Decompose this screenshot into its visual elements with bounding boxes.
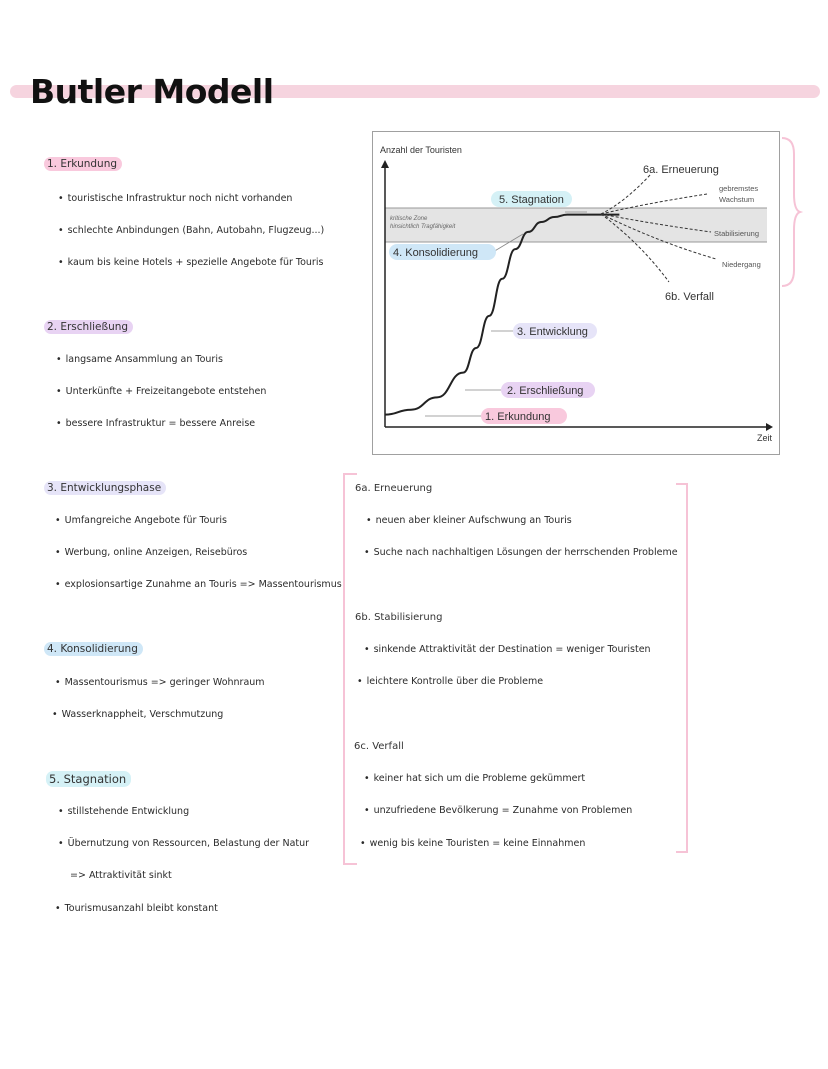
- y-axis-label: Anzahl der Touristen: [380, 145, 462, 155]
- list-item: • explosionsartige Zunahme an Touris => Massentourismus: [55, 579, 342, 590]
- list-item: • neuen aber kleiner Aufschwung an Touris: [366, 515, 572, 526]
- zone-label-2: hinsichtlich Tragfähigkeit: [390, 224, 456, 230]
- label-niedergang: Niedergang: [722, 260, 761, 269]
- list-item: • touristische Infrastruktur noch nicht vorhanden: [58, 193, 293, 204]
- heading-verfall: 6c. Verfall: [354, 741, 404, 752]
- page-title: Butler Modell: [30, 72, 274, 111]
- list-item: • Werbung, online Anzeigen, Reisebüros: [55, 547, 248, 558]
- list-item: • Umfangreiche Angebote für Touris: [55, 515, 227, 526]
- list-item: • leichtere Kontrolle über die Probleme: [357, 676, 544, 687]
- list-item: • keiner hat sich um die Probleme gekümmert: [364, 773, 586, 784]
- list-item: • kaum bis keine Hotels + spezielle Angebote für Touris: [58, 257, 324, 268]
- list-item: • Wasserknappheit, Verschmutzung: [52, 709, 224, 720]
- label-erneuerung: 6a. Erneuerung: [643, 164, 719, 176]
- butler-chart: [372, 131, 780, 455]
- heading-erschliessung: 2. Erschließung: [44, 320, 133, 334]
- x-axis-label: Zeit: [757, 433, 773, 443]
- list-item: • Tourismusanzahl bleibt konstant: [55, 903, 218, 914]
- zone-label-1: kritische Zone: [390, 216, 428, 222]
- label-gebremstes: gebremstes: [719, 184, 759, 193]
- list-item: • unzufriedene Bevölkerung = Zunahme von Problemen: [364, 805, 633, 816]
- list-item: • Übernutzung von Ressourcen, Belastung der Natur: [58, 838, 310, 849]
- chart-canvas: [373, 132, 779, 454]
- label-stabilisierung: Stabilisierung: [714, 229, 760, 238]
- list-item: • sinkende Attraktivität der Destination = weniger Touristen: [364, 644, 651, 655]
- list-item: • bessere Infrastruktur = bessere Anreise: [56, 418, 256, 429]
- list-item: • stillstehende Entwicklung: [58, 806, 190, 817]
- left-bracket: [343, 473, 357, 865]
- list-item: • Suche nach nachhaltigen Lösungen der herrschenden Probleme: [364, 547, 678, 558]
- label-wachstum: Wachstum: [719, 195, 755, 204]
- x-axis-arrow: [766, 423, 773, 431]
- chart-side-brace: [780, 134, 804, 290]
- heading-konsolidierung: 4. Konsolidierung: [44, 642, 143, 656]
- list-item: • Unterkünfte + Freizeitangebote entstehen: [56, 386, 267, 397]
- heading-stabilisierung: 6b. Stabilisierung: [355, 612, 443, 623]
- right-bracket: [676, 483, 688, 853]
- list-item: • Massentourismus => geringer Wohnraum: [55, 677, 265, 688]
- list-item-continuation: => Attraktivität sinkt: [70, 870, 172, 881]
- list-item: • wenig bis keine Touristen = keine Einnahmen: [360, 838, 586, 849]
- stage-erkundung: 1. Erkundung: [485, 411, 551, 423]
- stage-stagnation: 5. Stagnation: [499, 194, 564, 206]
- list-item: • schlechte Anbindungen (Bahn, Autobahn, Flugzeug...): [58, 225, 325, 236]
- stage-erschliessung: 2. Erschließung: [507, 385, 584, 397]
- label-verfall: 6b. Verfall: [665, 291, 714, 303]
- stage-entwicklung: 3. Entwicklung: [517, 326, 588, 338]
- y-axis-arrow: [381, 160, 389, 168]
- heading-erneuerung: 6a. Erneuerung: [355, 483, 433, 494]
- heading-entwicklungsphase: 3. Entwicklungsphase: [44, 481, 166, 495]
- heading-stagnation: 5. Stagnation: [46, 771, 131, 787]
- list-item: • langsame Ansammlung an Touris: [56, 354, 223, 365]
- heading-erkundung: 1. Erkundung: [44, 157, 122, 171]
- stage-konsolidierung: 4. Konsolidierung: [393, 247, 479, 259]
